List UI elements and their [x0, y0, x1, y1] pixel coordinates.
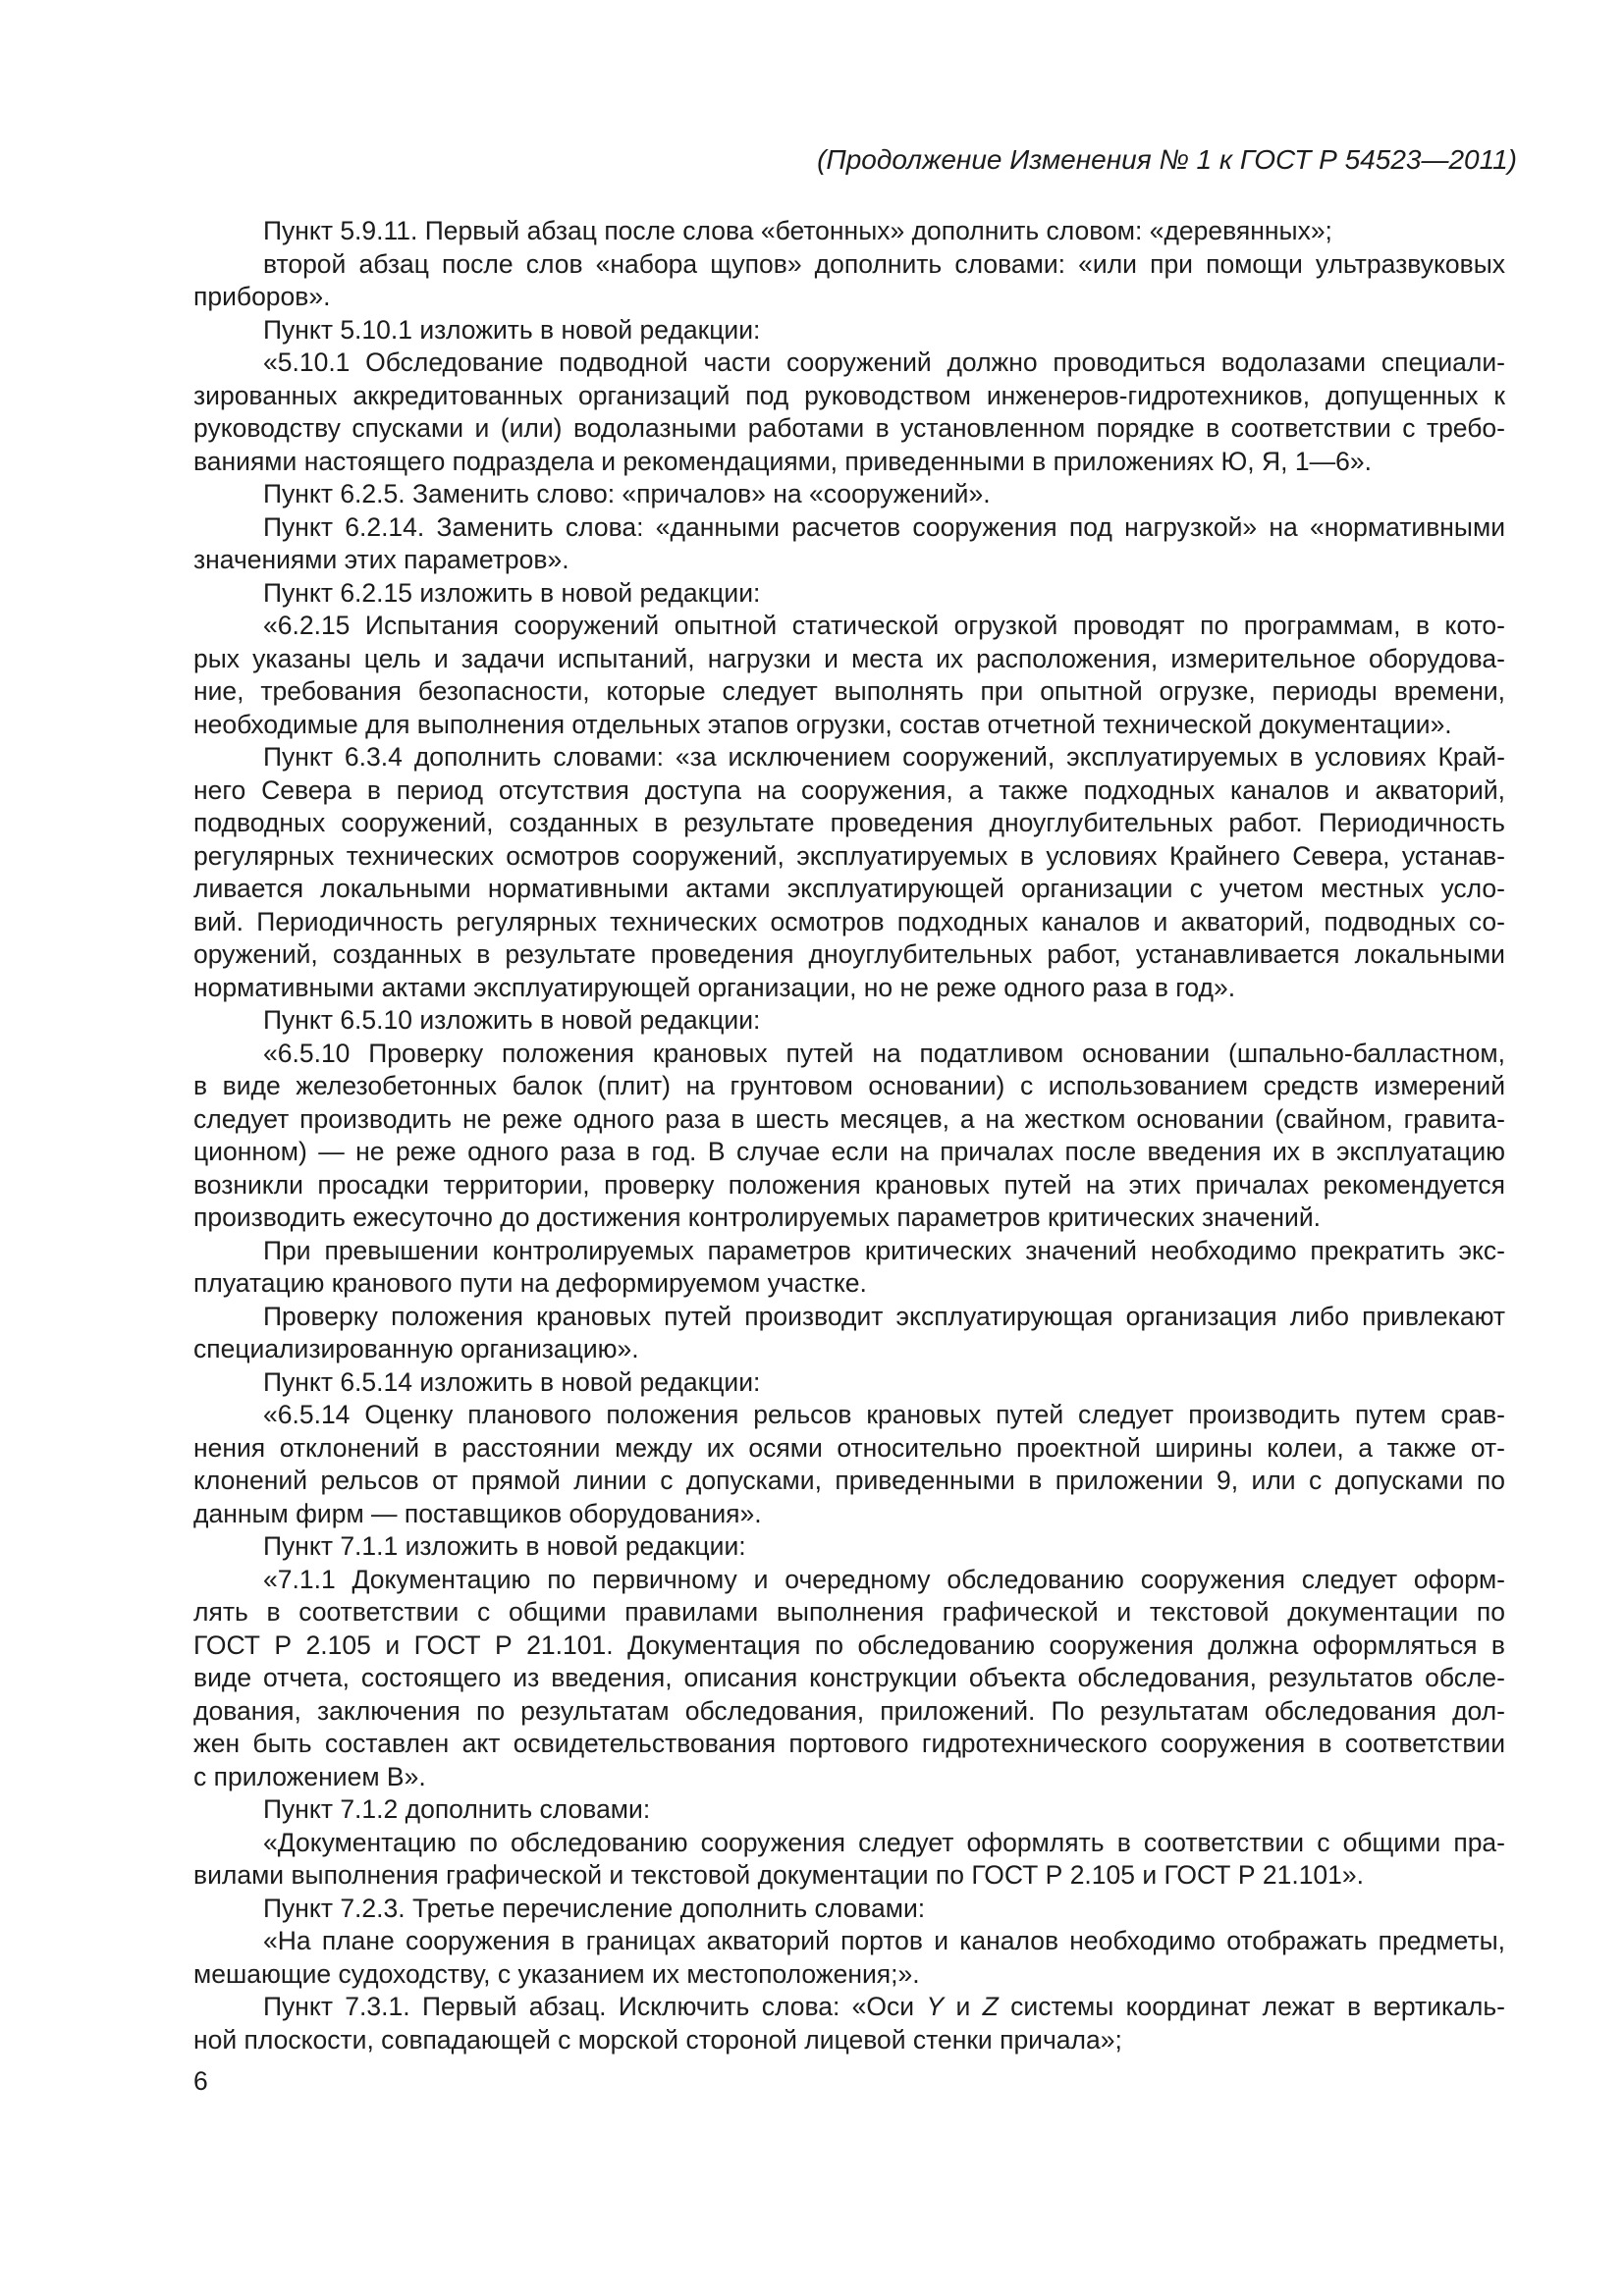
text-line: рых указаны цель и задачи испытаний, нагрузки и места их расположения, измерительное оборудова- — [193, 643, 1505, 673]
text-line: Пункт 5.10.1 изложить в новой редакции: — [263, 314, 761, 345]
paragraph-p3 — [193, 314, 1505, 347]
text-line: лять в соответствии с общими правилами выполнения графической и текстовой документации по — [193, 1597, 1505, 1627]
paragraph-p12 — [193, 1235, 1505, 1301]
text-line: Пункт 6.5.14 изложить в новой редакции: — [263, 1366, 761, 1397]
text-line: Пункт 7.1.1 изложить в новой редакции: — [263, 1531, 746, 1561]
text-line: ние, требования безопасности, которые следует выполнять при опытной огрузке, периоды времени, — [193, 676, 1505, 706]
text-fragment: и — [944, 1992, 983, 2021]
text-line: ваниями настоящего подраздела и рекомендациями, приведенными в приложениях Ю, Я, 1—6». — [193, 446, 1372, 476]
paragraph-p22 — [193, 1991, 1505, 2056]
paragraph-p4 — [193, 347, 1505, 478]
text-line: него Севера в период отсутствия доступа на сооружения, а также подходных каналов и акваторий, — [193, 774, 1505, 805]
text-line: «6.5.10 Проверку положения крановых путей на податливом основании (шпально-балластном, — [263, 1038, 1505, 1068]
paragraph-p16 — [193, 1530, 1505, 1564]
text-line: «7.1.1 Документацию по первичному и очередному обследованию сооружения следует оформ- — [263, 1564, 1505, 1594]
text-line: нормативными актами эксплуатирующей организации, но не реже одного раза в год». — [193, 972, 1236, 1002]
text-line: второй абзац после слов «набора щупов» дополнить словами: «или при помощи ультразвуковых — [263, 248, 1505, 279]
paragraph-p8 — [193, 610, 1505, 741]
paragraph-p9 — [193, 741, 1505, 1004]
text-line: клонений рельсов от прямой линии с допусками, приведенными в приложении 9, или с допусками по — [193, 1466, 1505, 1495]
text-line: Пункт 7.2.3. Третье перечисление дополнить словами: — [263, 1893, 926, 1923]
text-line: регулярных технических осмотров сооружений, эксплуатируемых в условиях Крайнего Севера, устанав- — [193, 840, 1505, 871]
text-line: ливается локальными нормативными актами эксплуатирующей организации с учетом местных усло- — [193, 874, 1505, 903]
paragraph-p13 — [193, 1301, 1505, 1366]
text-line: следует производить не реже одного раза в шесть месяцев, а на жестком основании (свайном, гравита- — [193, 1103, 1505, 1134]
text-line: ционном) — не реже одного раза в год. В случае если на причалах после введения их в эксплуатацию — [193, 1137, 1505, 1166]
text-line: При превышении контролируемых параметров критических значений необходимо прекратить экс- — [263, 1235, 1505, 1265]
text-line: Пункт 7.1.2 дополнить словами: — [263, 1794, 651, 1824]
text-line: жен быть составлен акт освидетельствования портового гидротехнического сооружения в соответствии — [193, 1729, 1505, 1758]
paragraph-p7 — [193, 577, 1505, 611]
text-line: Проверку положения крановых путей производит эксплуатирующая организация либо привлекают — [263, 1301, 1505, 1331]
text-line: значениями этих параметров». — [193, 545, 569, 574]
text-line: руководству спусками и (или) водолазными работами в установленном порядке в соответствии с требо- — [193, 413, 1505, 443]
paragraph-p1 — [193, 215, 1505, 248]
text-line: производить ежесуточно до достижения контролируемых параметров критических значений. — [193, 1202, 1322, 1232]
text-line: зированных аккредитованных организаций под руководством инженеров-гидротехников, допущенных к — [193, 380, 1505, 410]
text-line: в виде железобетонных балок (плит) на грунтовом основании) с использованием средств измерений — [193, 1071, 1505, 1100]
paragraph-p6 — [193, 511, 1505, 577]
text-line: вий. Периодичность регулярных технических осмотров подходных каналов и акваторий, подводных со- — [193, 906, 1505, 936]
text-line: Пункт 6.2.15 изложить в новой редакции: — [263, 577, 761, 608]
text-line: «На плане сооружения в границах акваторий портов и каналов необходимо отображать предметы, — [263, 1926, 1505, 1955]
text-line: возникли просадки территории, проверку положения крановых путей на этих причалах рекомендуется — [193, 1169, 1505, 1200]
text-line: с приложением В». — [193, 1761, 426, 1791]
italic-axis-label: Y — [926, 1992, 945, 2021]
paragraph-p2 — [193, 248, 1505, 314]
paragraph-p11 — [193, 1038, 1505, 1235]
paragraph-p14 — [193, 1366, 1505, 1400]
paragraph-p15 — [193, 1399, 1505, 1530]
italic-axis-label: Z — [982, 1992, 999, 2021]
text-line: ной плоскости, совпадающей с морской стороной лицевой стенки причала»; — [193, 2024, 1122, 2055]
text-fragment: системы координат лежат в вертикаль- — [998, 1992, 1506, 2021]
text-line: оружений, созданных в результате проведения дноуглубительных работ, устанавливается локальными — [193, 939, 1505, 969]
paragraph-p17 — [193, 1564, 1505, 1794]
text-line: подводных сооружений, созданных в результате проведения дноуглубительных работ. Периодичность — [193, 808, 1505, 837]
text-line: Пункт 6.3.4 дополнить словами: «за исключением сооружений, эксплуатируемых в условиях Край- — [263, 742, 1505, 772]
text-line: вилами выполнения графической и текстовой документации по ГОСТ Р 2.105 и ГОСТ Р 21.101». — [193, 1860, 1365, 1890]
text-line — [193, 1991, 1505, 2024]
text-line: «6.5.14 Оценку планового положения рельсов крановых путей следует производить путем срав- — [263, 1400, 1505, 1429]
paragraph-p21 — [193, 1925, 1505, 1991]
paragraph-p10 — [193, 1004, 1505, 1038]
document-body — [193, 215, 1505, 2056]
text-fragment: Пункт 7.3.1. Первый абзац. Исключить слова: «Оси — [263, 1992, 927, 2021]
running-header: (Продолжение Изменения № 1 к ГОСТ Р 54523—2011) — [817, 144, 1517, 175]
text-line: мешающие судоходству, с указанием их местоположения;». — [193, 1958, 920, 1989]
text-line: плуатацию кранового пути на деформируемом участке. — [193, 1268, 867, 1298]
text-line: данным фирм — поставщиков оборудования». — [193, 1498, 762, 1528]
text-line: ГОСТ Р 2.105 и ГОСТ Р 21.101. Документация по обследованию сооружения должна оформляться в — [193, 1629, 1505, 1660]
page-number: 6 — [193, 2066, 208, 2096]
paragraph-p19 — [193, 1827, 1505, 1893]
text-line: Пункт 6.2.14. Заменить слова: «данными расчетов сооружения под нагрузкой» на «нормативными — [263, 511, 1505, 542]
text-line: Пункт 6.2.5. Заменить слово: «причалов» на «сооружений». — [263, 479, 991, 508]
text-line: приборов». — [193, 282, 331, 311]
paragraph-p5 — [193, 478, 1505, 511]
text-line: нения отклонений в расстоянии между их осями относительно проектной ширины колеи, а также от- — [193, 1432, 1505, 1463]
paragraph-p20 — [193, 1893, 1505, 1926]
text-line: «5.10.1 Обследование подводной части сооружений должно проводиться водолазами специали- — [263, 347, 1505, 377]
text-line: дования, заключения по результатам обследования, приложений. По результатам обследования дол- — [193, 1695, 1505, 1726]
text-line: необходимые для выполнения отдельных этапов огрузки, состав отчетной технической документации». — [193, 709, 1452, 739]
text-line: Пункт 6.5.10 изложить в новой редакции: — [263, 1005, 761, 1035]
text-line: «6.2.15 Испытания сооружений опытной статической огрузкой проводят по программам, в кото- — [263, 611, 1505, 640]
text-line: «Документацию по обследованию сооружения следует оформлять в соответствии с общими пра- — [263, 1827, 1505, 1857]
text-line: виде отчета, состоящего из введения, описания конструкции объекта обследования, результатов обсле- — [193, 1663, 1505, 1692]
text-line: Пункт 5.9.11. Первый абзац после слова «бетонных» дополнить словом: «деревянных»; — [263, 216, 1332, 245]
paragraph-p18 — [193, 1793, 1505, 1827]
text-line: специализированную организацию». — [193, 1334, 639, 1363]
